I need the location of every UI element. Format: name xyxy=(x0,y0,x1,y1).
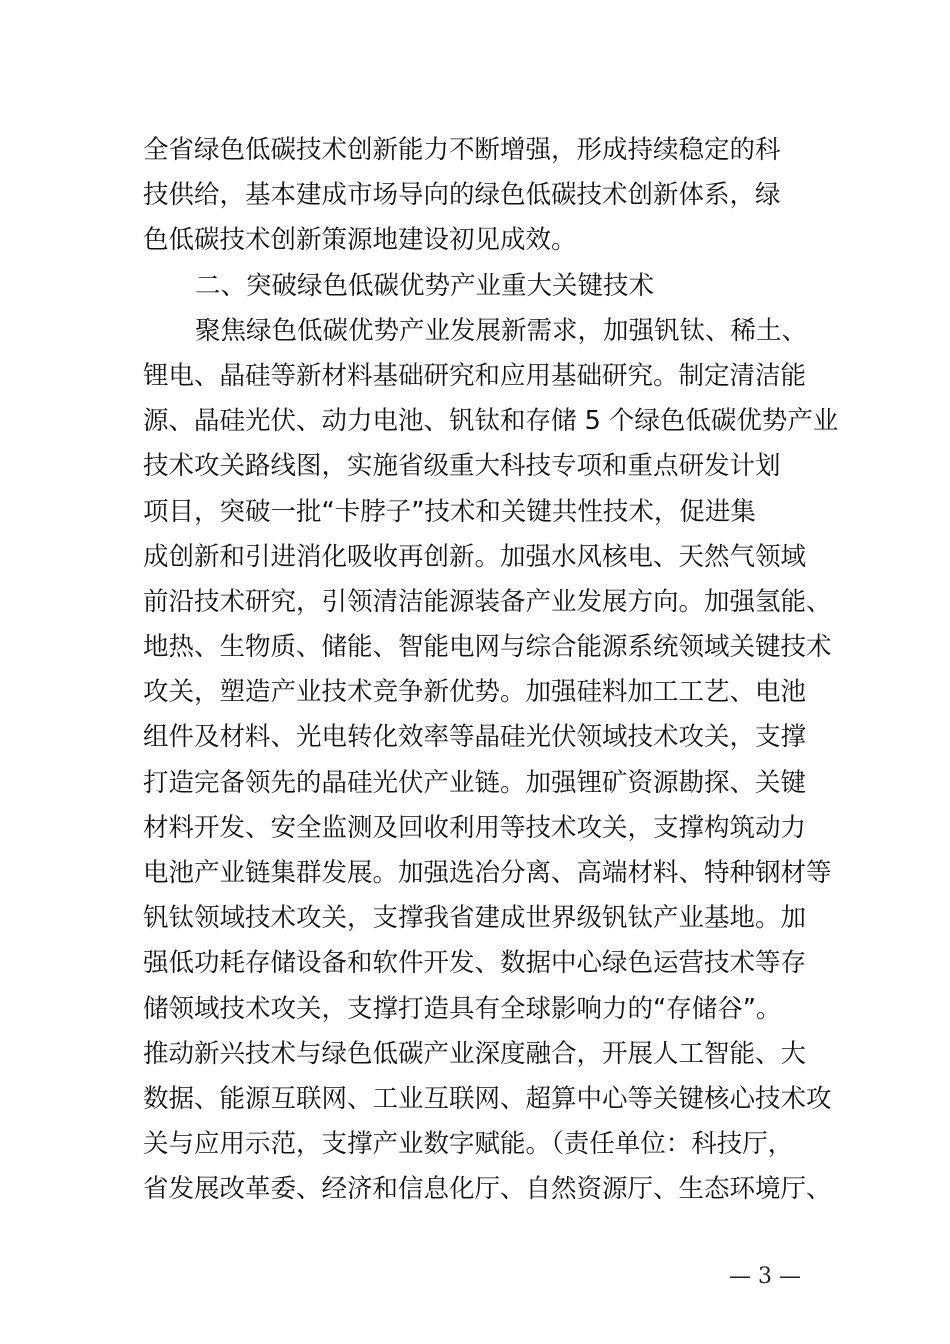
text-line: 源、晶硅光伏、动力电池、钒钛和存储 5 个绿色低碳优势产业 xyxy=(143,406,839,437)
text-line: 技术攻关路线图，实施省级重大科技专项和重点研发计划 xyxy=(143,451,781,482)
paragraph-start-line: 聚焦绿色低碳优势产业发展新需求，加强钒钛、稀土、 xyxy=(195,315,808,346)
text-line: 组件及材料、光电转化效率等晶硅光伏领域技术攻关，支撑 xyxy=(143,722,807,753)
page-number: — 3 — xyxy=(729,1264,801,1289)
text-line: 数据、能源互联网、工业互联网、超算中心等关键核心技术攻 xyxy=(143,1083,832,1114)
text-line: 钒钛领域技术攻关，支撑我省建成世界级钒钛产业基地。加 xyxy=(143,903,807,934)
text-line: 打造完备领先的晶硅光伏产业链。加强锂矿资源勘探、关键 xyxy=(143,767,807,798)
text-line: 前沿技术研究，引领清洁能源装备产业发展方向。加强氢能、 xyxy=(143,586,832,617)
text-line: 锂电、晶硅等新材料基础研究和应用基础研究。制定清洁能 xyxy=(143,360,807,391)
text-line: 省发展改革委、经济和信息化厅、自然资源厅、生态环境厅、 xyxy=(143,1174,832,1205)
text-line: 成创新和引进消化吸收再创新。加强水风核电、天然气领域 xyxy=(143,541,807,572)
body-text xyxy=(143,128,839,1213)
text-line: 全省绿色低碳技术创新能力不断增强，形成持续稳定的科 xyxy=(143,135,781,165)
text-line: 强低功耗存储设备和软件开发、数据中心绿色运营技术等存 xyxy=(143,948,807,979)
section-heading: 二、突破绿色低碳优势产业重大关键技术 xyxy=(195,270,655,301)
text-line: 技供给，基本建成市场导向的绿色低碳技术创新体系，绿 xyxy=(143,180,781,211)
text-line: 地热、生物质、储能、智能电网与综合能源系统领域关键技术 xyxy=(143,632,832,663)
text-line: 色低碳技术创新策源地建设初见成效。 xyxy=(143,225,577,256)
text-line: 关与应用示范，支撑产业数字赋能。（责任单位：科技厅， xyxy=(143,1129,794,1160)
text-line: 电池产业链集群发展。加强选冶分离、高端材料、特种钢材等 xyxy=(143,858,832,888)
text-line: 项目，突破一批“卡脖子”技术和关键共性技术，促进集 xyxy=(143,496,756,527)
text-line: 材料开发、安全监测及回收利用等技术攻关，支撑构筑动力 xyxy=(143,812,807,843)
text-line: 攻关，塑造产业技术竞争新优势。加强硅料加工工艺、电池 xyxy=(143,677,807,708)
text-line: 储领域技术攻关，支撑打造具有全球影响力的“存储谷”。 xyxy=(143,993,782,1024)
text-line: 推动新兴技术与绿色低碳产业深度融合，开展人工智能、大 xyxy=(143,1038,807,1069)
